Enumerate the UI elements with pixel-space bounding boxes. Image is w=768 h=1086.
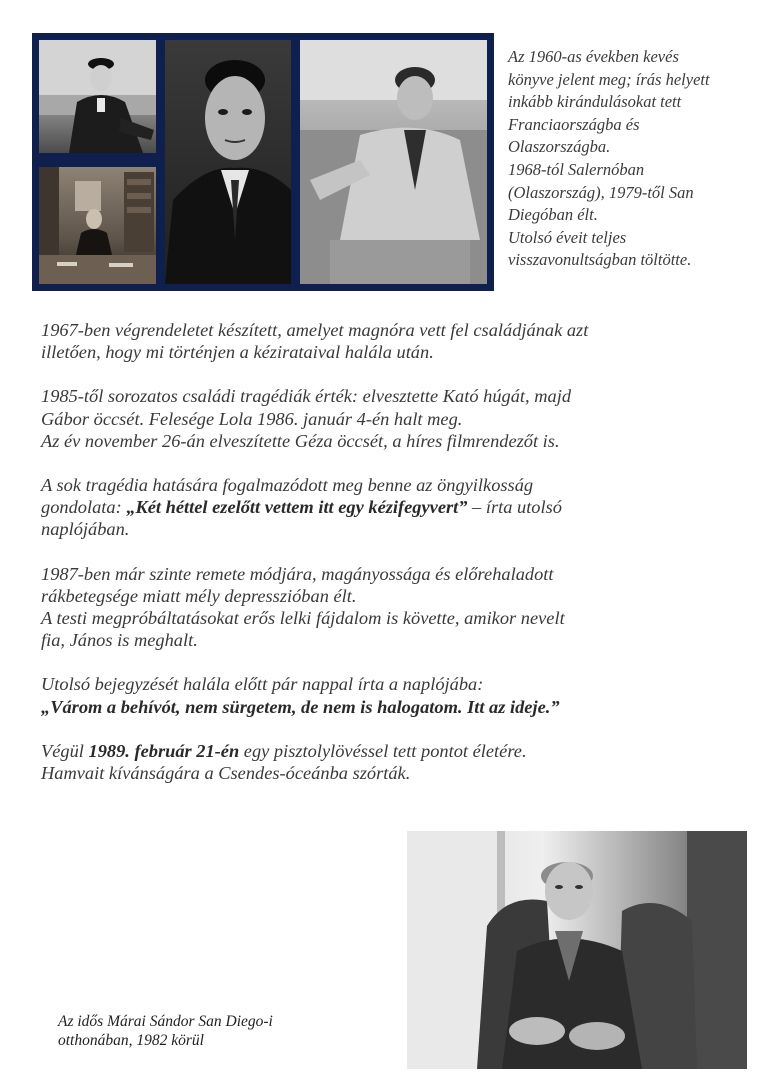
diary-quote-weapon: „Két héttel ezelőtt vettem itt egy kézifegyvert”: [126, 497, 468, 518]
text-line: [41, 496, 691, 518]
text-line: naplójában.: [41, 519, 130, 540]
text-line: fia, János is meghalt.: [41, 630, 198, 651]
photo-man-at-desk: [39, 167, 156, 284]
side-text-line: 1968-tól Salernóban: [508, 159, 645, 179]
text-line: 1987-ben már szinte remete módjára, magányossága és előrehaladott: [41, 563, 554, 584]
text-fragment: egy pisztolylövéssel tett pontot életére.: [239, 740, 527, 761]
side-text-line: Olaszországba.: [508, 137, 611, 157]
photo-portrait-center: [165, 40, 291, 284]
side-text-line: inkább kirándulásokat tett: [508, 92, 682, 112]
paragraph-1987: [41, 563, 691, 652]
photo-man-beret-by-sea: [39, 40, 156, 153]
text-line: rákbetegsége miatt mély depresszióban élt.: [41, 585, 357, 606]
side-text-line: Az 1960-as években kevés: [508, 47, 679, 66]
side-text-line: (Olaszország), 1979-től San: [508, 182, 694, 202]
text-line: illetően, hogy mi történjen a kézirataival halála után.: [41, 342, 434, 363]
caption-line: otthonában, 1982 körül: [58, 1032, 204, 1049]
paragraph-last-entry: [41, 673, 691, 717]
caption-line: Az idős Márai Sándor San Diego-i: [58, 1013, 273, 1030]
photo-elderly-man-armchair: [407, 831, 747, 1069]
paragraph-suicide-thought: [41, 474, 691, 541]
side-caption-text: [508, 46, 748, 272]
text-line: 1985-től sorozatos családi tragédiák érték: elvesztette Kató húgát, majd: [41, 386, 572, 407]
text-line: 1967-ben végrendeletet készített, amelyet magnóra vett fel családjának azt: [41, 320, 589, 340]
photo-man-seated-chair: [300, 40, 487, 284]
text-line: Az év november 26-án elveszítette Géza öccsét, a híres filmrendezőt is.: [41, 430, 560, 451]
text-line: Hamvait kívánságára a Csendes-óceánba szórták.: [41, 763, 411, 784]
paragraph-1967: [41, 319, 691, 363]
paragraph-death: [41, 740, 691, 784]
photo-collage: [32, 33, 494, 291]
side-text-line: Utolsó éveit teljes: [508, 227, 627, 247]
side-text-line: könyve jelent meg; írás helyett: [508, 69, 710, 89]
diary-quote-last: „Várom a behívót, nem sürgetem, de nem is halogatom. Itt az ideje.”: [41, 696, 560, 717]
text-line: [41, 740, 691, 762]
text-line: A sok tragédia hatására fogalmazódott meg benne az öngyilkosság: [41, 475, 534, 496]
text-fragment: Végül: [41, 740, 89, 761]
text-line: Utolsó bejegyzését halála előtt pár nappal írta a naplójába:: [41, 674, 484, 695]
side-text-line: visszavonultságban töltötte.: [508, 250, 692, 270]
photo-caption: [58, 1012, 388, 1050]
side-text-line: Franciaországba és: [508, 114, 640, 134]
biography-text: [41, 319, 691, 806]
side-text-line: Diegóban élt.: [508, 205, 598, 225]
text-line: Gábor öccsét. Felesége Lola 1986. január 4-én halt meg.: [41, 408, 463, 429]
paragraph-1985: [41, 385, 691, 452]
text-fragment: gondolata:: [41, 497, 127, 518]
text-fragment: – írta utolsó: [467, 497, 562, 518]
death-date: 1989. február 21-én: [88, 740, 240, 761]
text-line: A testi megpróbáltatásokat erős lelki fájdalom is követte, amikor nevelt: [41, 608, 565, 629]
